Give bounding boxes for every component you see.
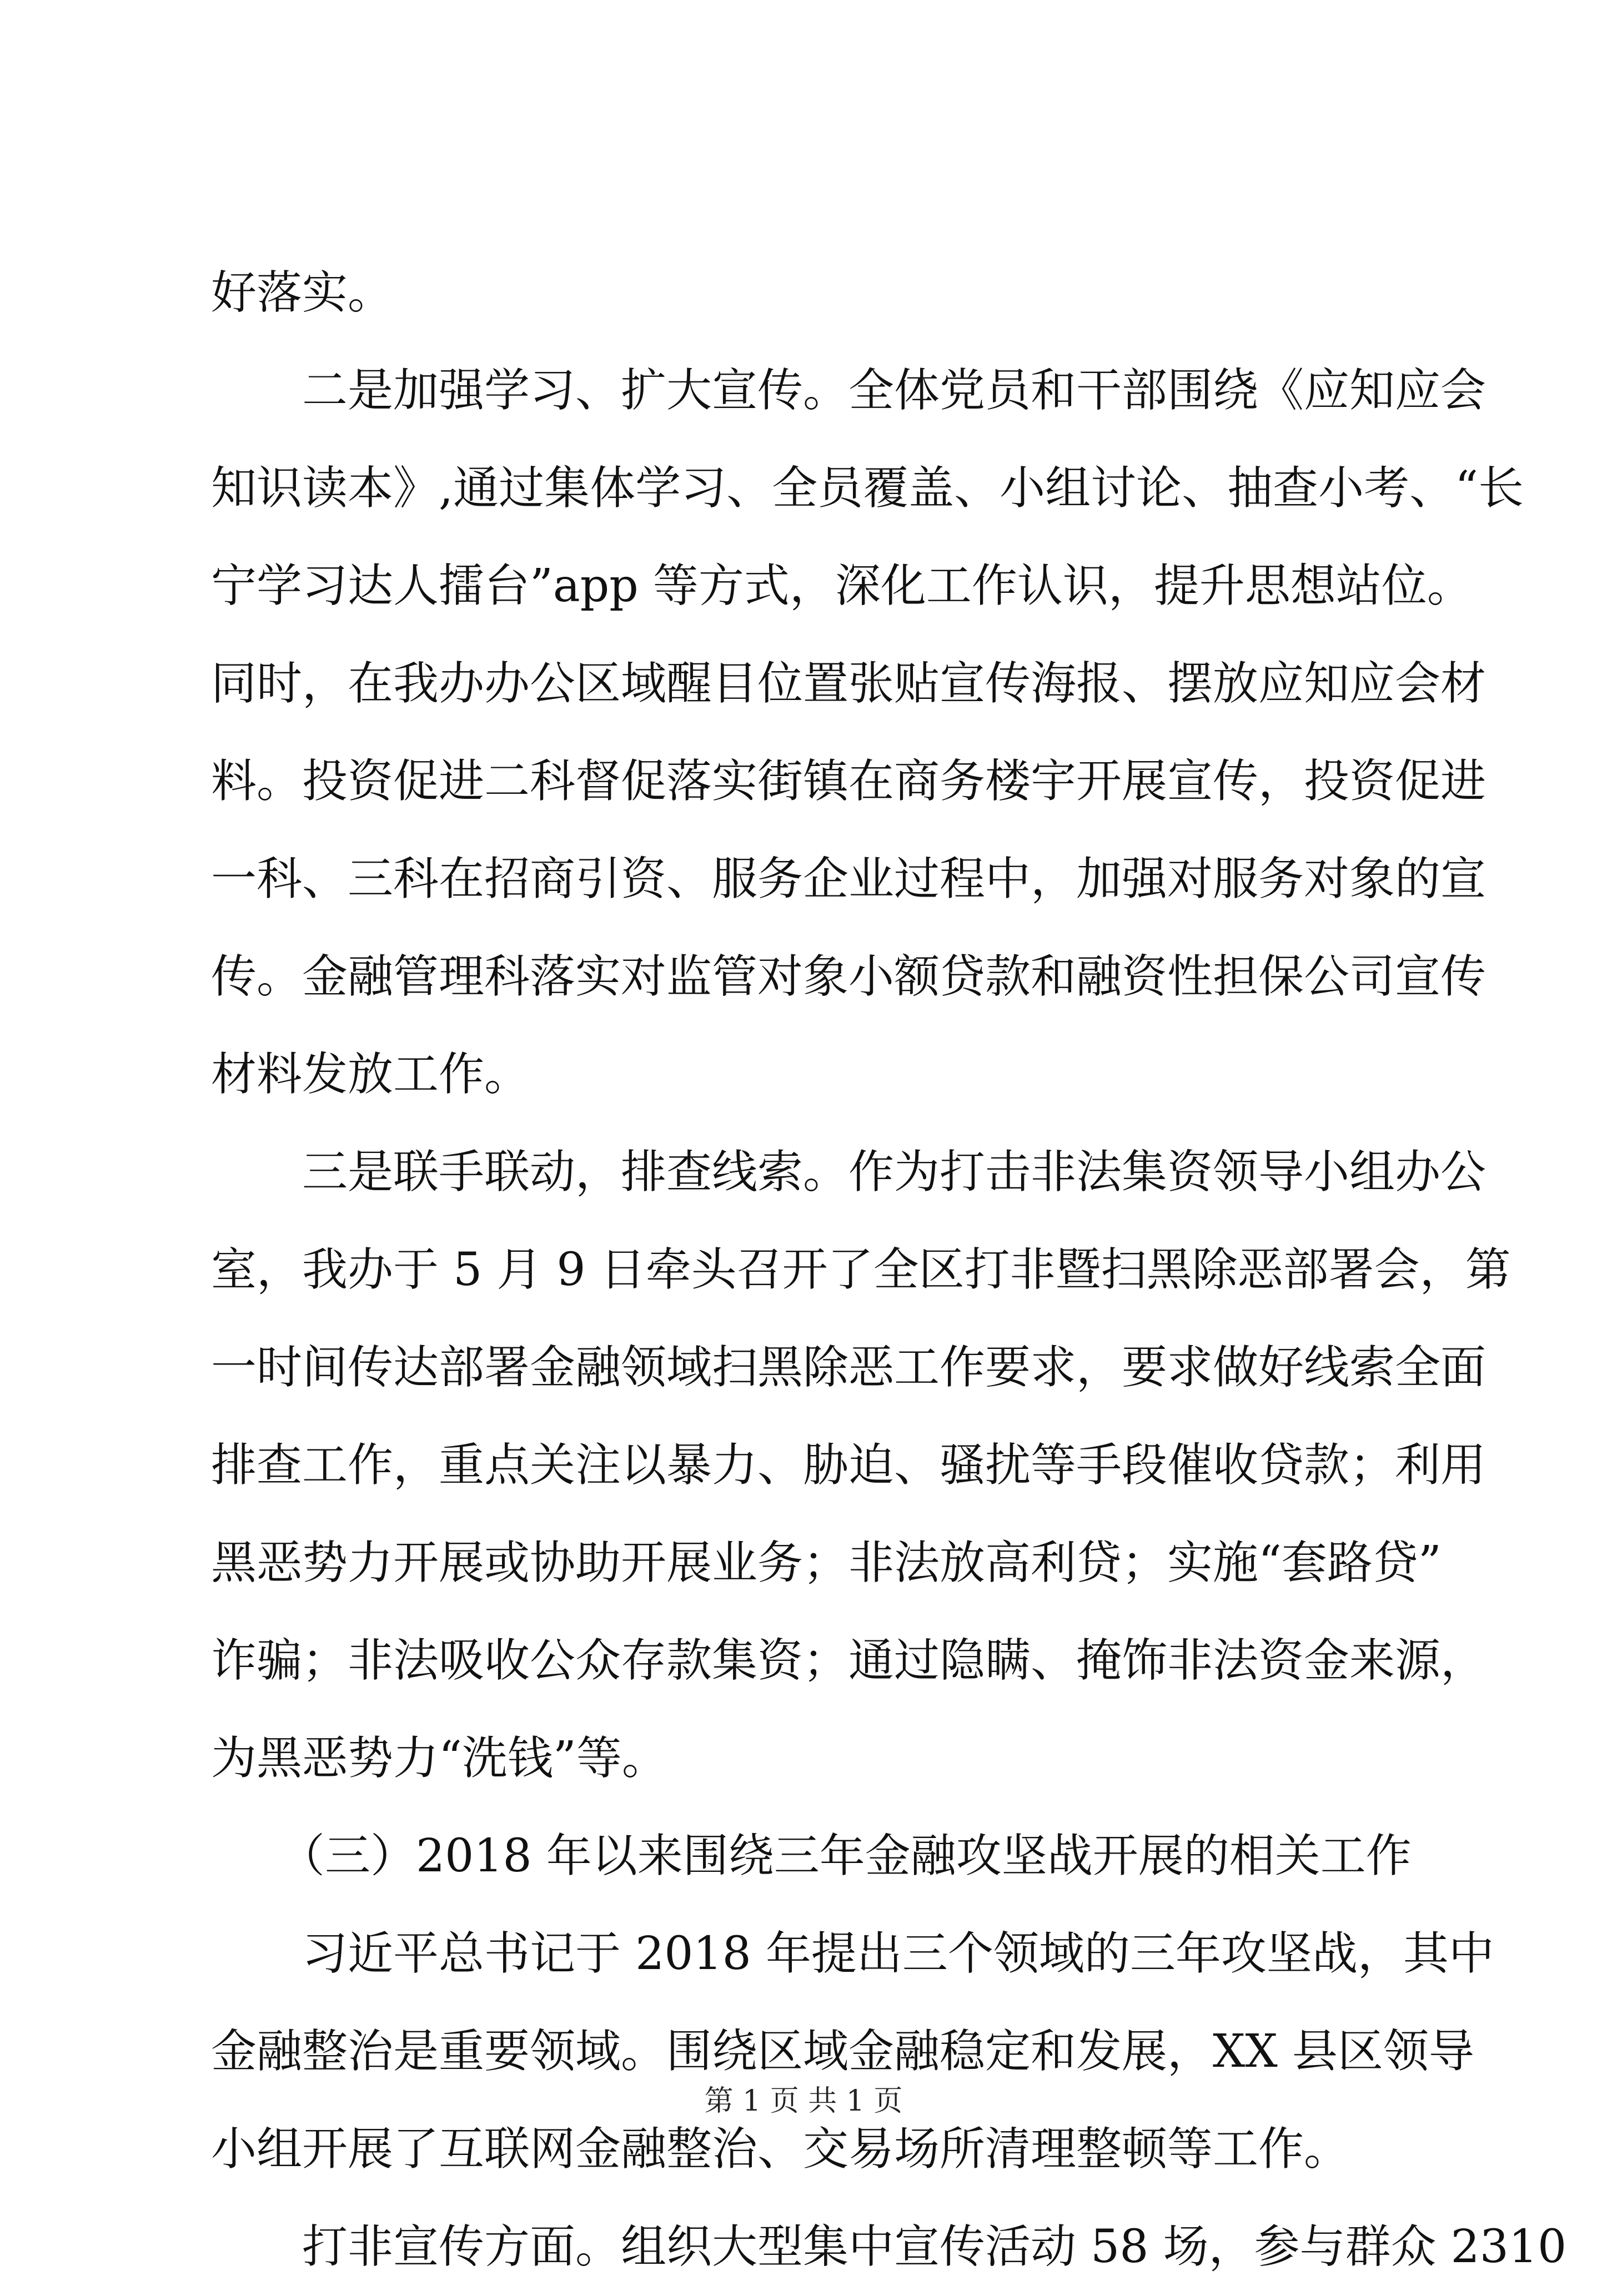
text-line: 一科、三科在招商引资、服务企业过程中，加强对服务对象的宣 (211, 853, 1487, 905)
text-line: 料。投资促进二科督促落实街镇在商务楼宇开展宣传，投资促进 (211, 755, 1487, 808)
text-line: 为黑恶势力“洗钱”等。 (211, 1732, 667, 1785)
text-line: 诈骗；非法吸收公众存款集资；通过隐瞒、掩饰非法资金来源， (211, 1634, 1487, 1687)
text-line: 小组开展了互联网金融整治、交易场所清理整顿等工作。 (211, 2123, 1350, 2176)
text-line: 排查工作，重点关注以暴力、胁迫、骚扰等手段催收贷款；利用 (211, 1439, 1487, 1492)
text-line: 传。金融管理科落实对监管对象小额贷款和融资性担保公司宣传 (211, 950, 1487, 1003)
text-line: 好落实。 (211, 266, 394, 319)
text-line: 材料发放工作。 (211, 1048, 530, 1101)
text-line: 金融整治是重要领域。围绕区域金融稳定和发展，XX 县区领导 (211, 2025, 1474, 2078)
section-heading: （三）2018 年以来围绕三年金融攻坚战开展的相关工作 (211, 1830, 1412, 1882)
text-line: 一时间传达部署金融领域扫黑除恶工作要求，要求做好线索全面 (211, 1341, 1487, 1394)
text-line: 三是联手联动，排查线索。作为打击非法集资领导小组办公 (211, 1146, 1487, 1199)
body-text (211, 244, 1567, 2296)
text-line: 宁学习达人擂台”app 等方式，深化工作认识，提升思想站位。 (211, 560, 1473, 612)
text-line: 同时，在我办办公区域醒目位置张贴宣传海报、摆放应知应会材 (211, 657, 1487, 710)
text-line: 习近平总书记于 2018 年提出三个领域的三年攻坚战，其中 (211, 1927, 1494, 1980)
text-line: 黑恶势力开展或协助开展业务；非法放高利贷；实施“套路贷” (211, 1537, 1442, 1589)
page-footer: 第 1 页 共 1 页 (704, 2084, 903, 2118)
text-line: 室，我办于 5 月 9 日牵头召开了全区打非暨扫黑除恶部署会，第 (211, 1243, 1511, 1296)
text-line: 知识读本》,通过集体学习、全员覆盖、小组讨论、抽查小考、“长 (211, 462, 1524, 515)
text-line: 二是加强学习、扩大宣传。全体党员和干部围绕《应知应会 (211, 364, 1487, 417)
text-line: 打非宣传方面。组织大型集中宣传活动 58 场，参与群众 2310 (211, 2221, 1567, 2273)
